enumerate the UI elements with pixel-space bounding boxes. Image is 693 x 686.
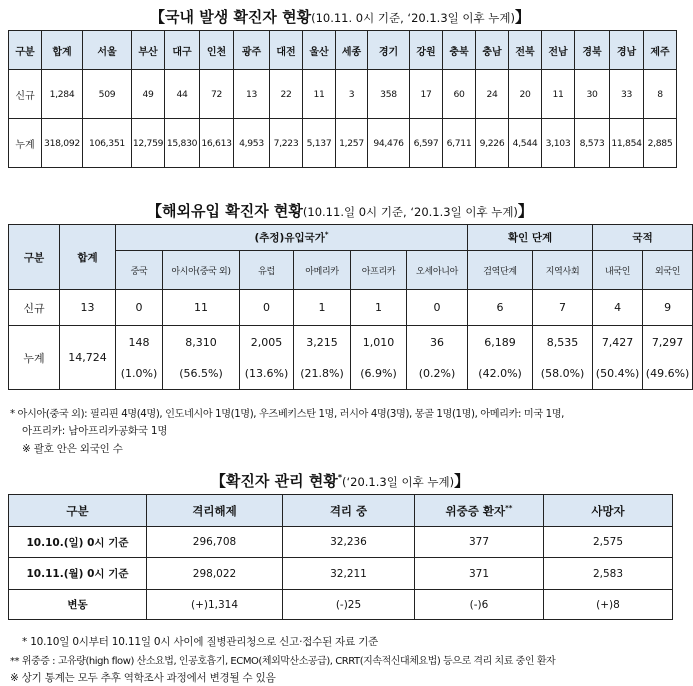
row-label: 신규	[9, 70, 42, 119]
row-label: 누계	[9, 326, 60, 390]
cell-percent: (58.0%)	[533, 359, 593, 390]
cell: 7	[533, 290, 593, 326]
domestic-header: 충남	[476, 31, 509, 70]
cell: 0	[407, 290, 468, 326]
cell: 33	[610, 70, 644, 119]
cell: 2,583	[544, 558, 673, 590]
cell: (+)1,314	[147, 590, 283, 620]
overseas-subheader: 아메리카	[294, 251, 351, 290]
overseas-header-country: (추정)유입국가*	[116, 225, 468, 251]
management-header: 격리해제	[147, 495, 283, 527]
cell-percent: (6.9%)	[351, 359, 407, 390]
cell-percent: (56.5%)	[163, 359, 240, 390]
management-table	[8, 494, 673, 620]
cell: 298,022	[147, 558, 283, 590]
overseas-subheader: 유럽	[240, 251, 294, 290]
cell: 7,297	[643, 326, 693, 359]
cell: 49	[132, 70, 165, 119]
cell: 8,573	[575, 119, 610, 168]
domestic-header: 강원	[410, 31, 443, 70]
cell: 22	[270, 70, 303, 119]
overseas-subheader: 오세아니아	[407, 251, 468, 290]
cell: 12,759	[132, 119, 165, 168]
cell: 15,830	[165, 119, 200, 168]
cell: 6,189	[468, 326, 533, 359]
domestic-header: 합계	[42, 31, 83, 70]
cell: 30	[575, 70, 610, 119]
overseas-subheader: 외국인	[643, 251, 693, 290]
domestic-header: 경남	[610, 31, 644, 70]
cell: 32,211	[283, 558, 415, 590]
domestic-header: 대전	[270, 31, 303, 70]
cell: 6,711	[443, 119, 476, 168]
overseas-subheader: 검역단계	[468, 251, 533, 290]
domestic-header: 제주	[644, 31, 677, 70]
management-header: 격리 중	[283, 495, 415, 527]
domestic-header: 부산	[132, 31, 165, 70]
overseas-title: 【해외유입 확진자 현황(10.11.일 0시 기준, ‘20.1.3일 이후 누계)】	[147, 202, 533, 220]
cell: 3,215	[294, 326, 351, 359]
cell: 11	[303, 70, 336, 119]
overseas-note-3: ※ 괄호 안은 외국인 수	[22, 443, 123, 455]
overseas-note-1: * 아시아(중국 외): 필리핀 4명(4명), 인도네시아 1명(1명), 우즈베키스탄 1명, 러시아 4명(3명), 몽골 1명(1명), 아메리카: 미국 1명,	[10, 409, 565, 420]
cell: 509	[83, 70, 132, 119]
overseas-subheader: 내국인	[593, 251, 643, 290]
management-title: 【확진자 관리 현황*(‘20.1.3일 이후 누계)】	[210, 472, 470, 490]
cell: (+)8	[544, 590, 673, 620]
domestic-header: 세종	[336, 31, 368, 70]
cell: 17	[410, 70, 443, 119]
table-row	[9, 119, 677, 168]
table-row	[9, 590, 673, 620]
domestic-header: 광주	[234, 31, 270, 70]
cell: 4,953	[234, 119, 270, 168]
cell: 1,284	[42, 70, 83, 119]
overseas-subheader: 지역사회	[533, 251, 593, 290]
domestic-header: 인천	[200, 31, 234, 70]
overseas-note-2: 아프리카: 남아프리카공화국 1명	[22, 425, 168, 437]
domestic-header: 구분	[9, 31, 42, 70]
domestic-header: 경북	[575, 31, 610, 70]
cell: 8	[644, 70, 677, 119]
cell: 358	[368, 70, 410, 119]
cell: 377	[415, 527, 544, 558]
cell: 16,613	[200, 119, 234, 168]
cell-percent: (42.0%)	[468, 359, 533, 390]
row-label: 10.11.(월) 0시 기준	[9, 558, 147, 590]
cell: 9	[643, 290, 693, 326]
overseas-header-stage: 확인 단계	[468, 225, 593, 251]
cell: 6	[468, 290, 533, 326]
cell-percent: (1.0%)	[116, 359, 163, 390]
cell: 106,351	[83, 119, 132, 168]
cell: 3	[336, 70, 368, 119]
cell: 9,226	[476, 119, 509, 168]
cell: 4,544	[509, 119, 542, 168]
cell: 318,092	[42, 119, 83, 168]
cell: 4	[593, 290, 643, 326]
cell: 8,535	[533, 326, 593, 359]
cell: 94,476	[368, 119, 410, 168]
management-header: 위중증 환자**	[415, 495, 544, 527]
cell: 72	[200, 70, 234, 119]
cell: 0	[240, 290, 294, 326]
cell: 11,854	[610, 119, 644, 168]
cell: 11	[542, 70, 575, 119]
management-note-1: * 10.10일 0시부터 10.11일 0시 사이에 질병관리청으로 신고·접수된 자료 기준	[22, 636, 379, 648]
cell: 7,223	[270, 119, 303, 168]
cell-percent: (50.4%)	[593, 359, 643, 390]
cell: 32,236	[283, 527, 415, 558]
row-label: 10.10.(일) 0시 기준	[9, 527, 147, 558]
cell: 3,103	[542, 119, 575, 168]
cell: 148	[116, 326, 163, 359]
table-row	[9, 558, 673, 590]
overseas-header-category: 구분	[9, 225, 60, 290]
overseas-table	[8, 224, 693, 390]
management-header-row	[9, 495, 673, 527]
domestic-title: 【국내 발생 확진자 현황(10.11. 0시 기준, ‘20.1.3일 이후 누계)】	[150, 8, 530, 26]
cell: 24	[476, 70, 509, 119]
cell: 2,885	[644, 119, 677, 168]
domestic-header: 서울	[83, 31, 132, 70]
cell: 6,597	[410, 119, 443, 168]
cell-percent: (21.8%)	[294, 359, 351, 390]
cell: (-)6	[415, 590, 544, 620]
table-row	[9, 326, 693, 359]
management-note-2: ** 위중증 : 고유량(high flow) 산소요법, 인공호흡기, ECMO(체외막산소공급), CRRT(지속적신대체요법) 등으로 격리 치료 중인 환자	[10, 656, 556, 667]
management-header: 사망자	[544, 495, 673, 527]
overseas-header-nationality: 국적	[593, 225, 693, 251]
cell: 2,575	[544, 527, 673, 558]
cell: 13	[234, 70, 270, 119]
cell: 1	[351, 290, 407, 326]
cell: 8,310	[163, 326, 240, 359]
cell-percent: (13.6%)	[240, 359, 294, 390]
cell: 20	[509, 70, 542, 119]
cell: 13	[60, 290, 116, 326]
table-row	[9, 290, 693, 326]
domestic-header: 울산	[303, 31, 336, 70]
cell: 14,724	[60, 326, 116, 390]
table-row	[9, 70, 677, 119]
cell: 2,005	[240, 326, 294, 359]
cell: 296,708	[147, 527, 283, 558]
overseas-header-total: 합계	[60, 225, 116, 290]
overseas-subheader: 아프리카	[351, 251, 407, 290]
cell: 1,257	[336, 119, 368, 168]
cell: 36	[407, 326, 468, 359]
domestic-header: 전북	[509, 31, 542, 70]
cell: 7,427	[593, 326, 643, 359]
domestic-header: 전남	[542, 31, 575, 70]
cell-percent: (49.6%)	[643, 359, 693, 390]
domestic-header: 경기	[368, 31, 410, 70]
cell: (-)25	[283, 590, 415, 620]
domestic-header-row	[9, 31, 677, 70]
cell: 60	[443, 70, 476, 119]
domestic-header: 대구	[165, 31, 200, 70]
row-label: 변동	[9, 590, 147, 620]
cell-percent: (0.2%)	[407, 359, 468, 390]
cell: 11	[163, 290, 240, 326]
cell: 371	[415, 558, 544, 590]
table-row	[9, 527, 673, 558]
overseas-subheader: 아시아(중국 외)	[163, 251, 240, 290]
row-label: 신규	[9, 290, 60, 326]
domestic-table	[8, 30, 677, 168]
cell: 0	[116, 290, 163, 326]
management-note-3: ※ 상기 통계는 모두 추후 역학조사 과정에서 변경될 수 있음	[10, 672, 276, 684]
domestic-header: 충북	[443, 31, 476, 70]
management-header: 구분	[9, 495, 147, 527]
cell: 1,010	[351, 326, 407, 359]
cell: 1	[294, 290, 351, 326]
cell: 44	[165, 70, 200, 119]
row-label: 누계	[9, 119, 42, 168]
overseas-header-row	[9, 225, 693, 251]
overseas-subheader: 중국	[116, 251, 163, 290]
cell: 5,137	[303, 119, 336, 168]
